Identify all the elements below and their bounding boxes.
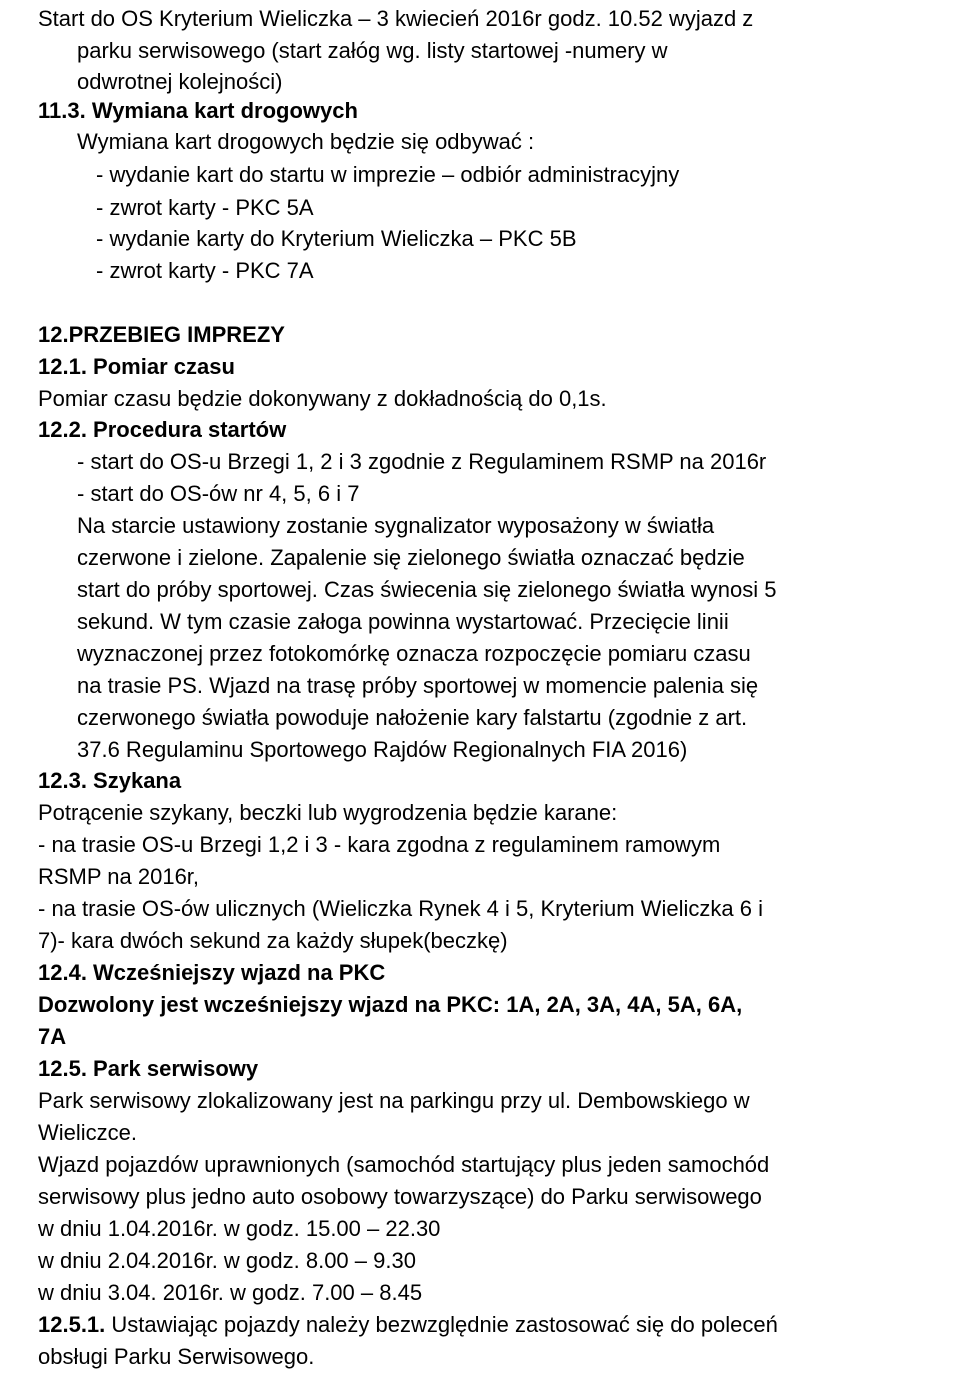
card-exchange-item: - wydanie kart do startu w imprezie – odbiór administracyjny [96, 162, 680, 187]
early-pkc-line: Dozwolony jest wcześniejszy wjazd na PKC: 1A, 2A, 3A, 4A, 5A, 6A, [38, 992, 743, 1017]
card-exchange-item: - zwrot karty - PKC 5A [96, 195, 314, 220]
chicane-line: - na trasie OS-u Brzegi 1,2 i 3 - kara zgodna z regulaminem ramowym [38, 832, 721, 857]
chicane-line: Potrącenie szykany, beczki lub wygrodzenia będzie karane: [38, 800, 618, 825]
start-info-line-3: odwrotnej kolejności) [77, 69, 283, 94]
section-12-1-body: Pomiar czasu będzie dokonywany z dokładnością do 0,1s. [38, 386, 607, 411]
start-procedure-line: Na starcie ustawiony zostanie sygnalizator wyposażony w światła [77, 513, 715, 538]
section-12-heading: 12.PRZEBIEG IMPREZY [38, 322, 285, 347]
chicane-line: 7)- kara dwóch sekund za każdy słupek(beczkę) [38, 928, 508, 953]
chicane-line: RSMP na 2016r, [38, 864, 200, 889]
start-procedure-line: - start do OS-u Brzegi 1, 2 i 3 zgodnie z Regulaminem RSMP na 2016r [77, 449, 767, 474]
start-procedure-line: 37.6 Regulaminu Sportowego Rajdów Regionalnych FIA 2016) [77, 737, 688, 762]
section-12-5-1-line-1: 12.5.1. Ustawiając pojazdy należy bezwzględnie zastosować się do poleceń [38, 1312, 778, 1337]
service-park-line: Park serwisowy zlokalizowany jest na parkingu przy ul. Dembowskiego w [38, 1088, 750, 1113]
start-info-line-1: Start do OS Kryterium Wieliczka – 3 kwiecień 2016r godz. 10.52 wyjazd z [38, 6, 754, 31]
section-11-3-heading: 11.3. Wymiana kart drogowych [38, 98, 358, 123]
service-park-line: w dniu 2.04.2016r. w godz. 8.00 – 9.30 [38, 1248, 416, 1273]
card-exchange-item: - wydanie karty do Kryterium Wieliczka – PKC 5B [96, 226, 577, 251]
section-12-1-heading: 12.1. Pomiar czasu [38, 354, 235, 379]
service-park-line: serwisowy plus jedno auto osobowy towarzyszące) do Parku serwisowego [38, 1184, 762, 1209]
chicane-line: - na trasie OS-ów ulicznych (Wieliczka Rynek 4 i 5, Kryterium Wieliczka 6 i [38, 896, 763, 921]
start-procedure-line: na trasie PS. Wjazd na trasę próby sportowej w momencie palenia się [77, 673, 759, 698]
service-park-line: Wieliczce. [38, 1120, 138, 1145]
start-procedure-line: czerwone i zielone. Zapalenie się zielonego światła oznaczać będzie [77, 545, 745, 570]
start-procedure-line: czerwonego światła powoduje nałożenie kary falstartu (zgodnie z art. [77, 705, 748, 730]
section-12-4-heading: 12.4. Wcześniejszy wjazd na PKC [38, 960, 386, 985]
service-park-line: w dniu 1.04.2016r. w godz. 15.00 – 22.30 [38, 1216, 441, 1241]
start-procedure-line: sekund. W tym czasie załoga powinna wystartować. Przecięcie linii [77, 609, 729, 634]
section-12-5-heading: 12.5. Park serwisowy [38, 1056, 259, 1081]
start-procedure-line: wyznaczonej przez fotokomórkę oznacza rozpoczęcie pomiaru czasu [77, 641, 751, 666]
section-12-3-heading: 12.3. Szykana [38, 768, 182, 793]
service-park-line: Wjazd pojazdów uprawnionych (samochód startujący plus jeden samochód [38, 1152, 770, 1177]
start-procedure-line: start do próby sportowej. Czas świecenia się zielonego światła wynosi 5 [77, 577, 777, 602]
early-pkc-line: 7A [38, 1024, 67, 1049]
section-12-2-heading: 12.2. Procedura startów [38, 417, 287, 442]
section-11-3-intro: Wymiana kart drogowych będzie się odbywać : [77, 129, 535, 154]
section-12-5-1-number: 12.5.1. [38, 1312, 106, 1337]
start-procedure-line: - start do OS-ów nr 4, 5, 6 i 7 [77, 481, 360, 506]
section-12-5-1-line-2: obsługi Parku Serwisowego. [38, 1344, 315, 1369]
service-park-line: w dniu 3.04. 2016r. w godz. 7.00 – 8.45 [38, 1280, 423, 1305]
start-info-line-2: parku serwisowego (start załóg wg. listy startowej -numery w [77, 38, 668, 63]
card-exchange-item: - zwrot karty - PKC 7A [96, 258, 314, 283]
